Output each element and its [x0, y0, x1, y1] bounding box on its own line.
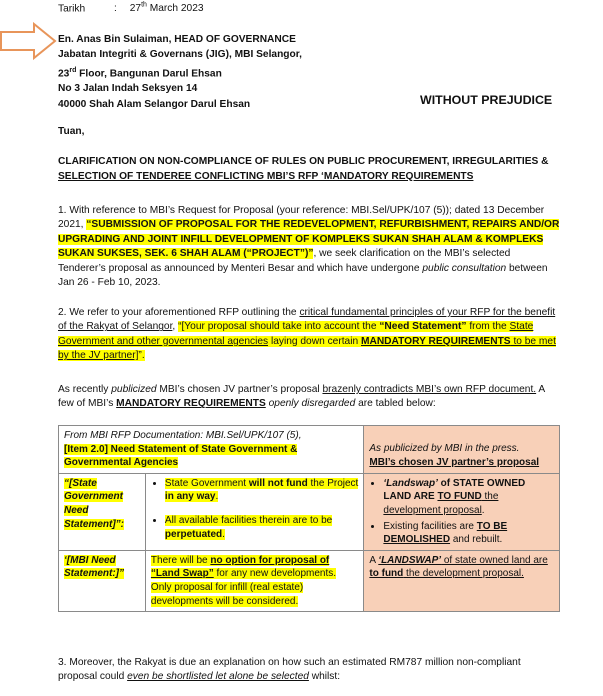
address-line-4: No 3 Jalan Indah Seksyen 14 — [58, 83, 198, 95]
rfp-header-cell — [59, 426, 364, 474]
address-line-3: 23rd Floor, Bangunan Darul Ehsan — [58, 66, 222, 79]
paragraph-1: 1. With reference to MBI’s Request for Proposal (your reference: MBI.Sel/UPK/107 (5)); dated 13 December 2021, “SUBMISSION OF PROPOSAL FOR THE REDEVELOPMENT, REFURBISHMENT, REPAIRS AND/OR UPGRADING AND JOINT INFILL DEVELOPMENT OF KOMPLEKS SUKAN SHAH ALAM & KOMPLEKS SUKAN SUKSES, SEK. 6 SHAH ALAM (“PROJECT”)”, we seek clarification on the MBI’s selected Tenderer’s proposal as announced by Menteri Besar and which have undergone public consultation between Jan 26 - Feb 10, 2023. — [58, 205, 560, 289]
paragraph-3: As recently publicized MBI’s chosen JV partner’s proposal brazenly contradicts MBI’s own RFP document. A few of MBI’s MANDATORY REQUIREMENTS openly disregarded are tabled below: — [58, 384, 545, 410]
rfp-requirement-cell: There will be no option for proposal of “Land Swap” for any new developments. Only proposal for infill (real estate) developments will be considered. — [145, 550, 363, 611]
salutation: Tuan, — [58, 126, 85, 137]
address-line-1: En. Anas Bin Sulaiman, HEAD OF GOVERNANCE — [58, 34, 296, 45]
address-line-5: 40000 Shah Alam Selangor Darul Ehsan — [58, 98, 251, 110]
subject — [58, 155, 568, 184]
address-line-2: Jabatan Integriti & Governans (JIG), MBI Selangor, — [58, 49, 302, 61]
date-line — [58, 2, 204, 14]
date-label: Tarikh — [58, 3, 86, 15]
publicized-title: MBI’s chosen JV partner’s proposal — [369, 456, 540, 468]
paragraph-2: 2. We refer to your aforementioned RFP outlining the critical fundamental principles of your RFP for the benefit of the Rakyat of Selangor, “[Your proposal should take into account the “Need Statement” from the State Government and other governmental agencies laying down certain MANDATORY REQUIREMENTS to be met by the JV partner]”. — [58, 307, 556, 362]
subject-line-2: SELECTION OF TENDEREE CONFLICTING MBI’S RFP ‘MANDATORY REQUIREMENTS — [58, 170, 474, 182]
publicized-proposal-cell: A ‘LANDSWAP’ of state owned land are to fund the development proposal. — [364, 550, 560, 611]
publicized-source: As publicized by MBI in the press. — [369, 443, 520, 454]
table-header-row — [59, 426, 560, 474]
rfp-source: From MBI RFP Documentation: MBI.Sel/UPK/107 (5), — [64, 430, 302, 441]
publicized-proposal-cell: • ‘Landswap’ of STATE OWNED LAND ARE TO FUND the development proposal. • Existing facilities are TO BE DEMOLISHED and rebuilt. — [364, 473, 560, 550]
row-label: “[State Government Need Statement]”: — [59, 473, 146, 550]
recipient-address — [58, 32, 302, 112]
paragraph-4: 3. Moreover, the Rakyat is due an explanation on how such an estimated RM787 million non-compliant proposal could even be shortlisted let alone be selected whilst: — [58, 657, 521, 683]
publicized-header-cell — [364, 426, 560, 474]
date-value: 27th March 2023 — [129, 2, 204, 15]
rfp-requirement-cell: • State Government will not fund the Project in any way. • All available facilities therein are to be perpetuated. — [145, 473, 363, 550]
subject-line-1: CLARIFICATION ON NON-COMPLIANCE OF RULES ON PUBLIC PROCUREMENT, IRREGULARITIES & — [58, 156, 549, 167]
row-label: ‘[MBI Need Statement:]” — [59, 550, 146, 611]
table-row — [59, 550, 560, 611]
table-row — [59, 473, 560, 550]
rfp-item-title: [Item 2.0] Need Statement of State Government & Governmental Agencies — [64, 443, 298, 469]
without-prejudice-label: WITHOUT PREJUDICE — [420, 93, 553, 107]
arrow-pointer-icon — [0, 22, 58, 62]
requirements-table — [58, 425, 560, 612]
date-separator: : — [114, 3, 117, 15]
